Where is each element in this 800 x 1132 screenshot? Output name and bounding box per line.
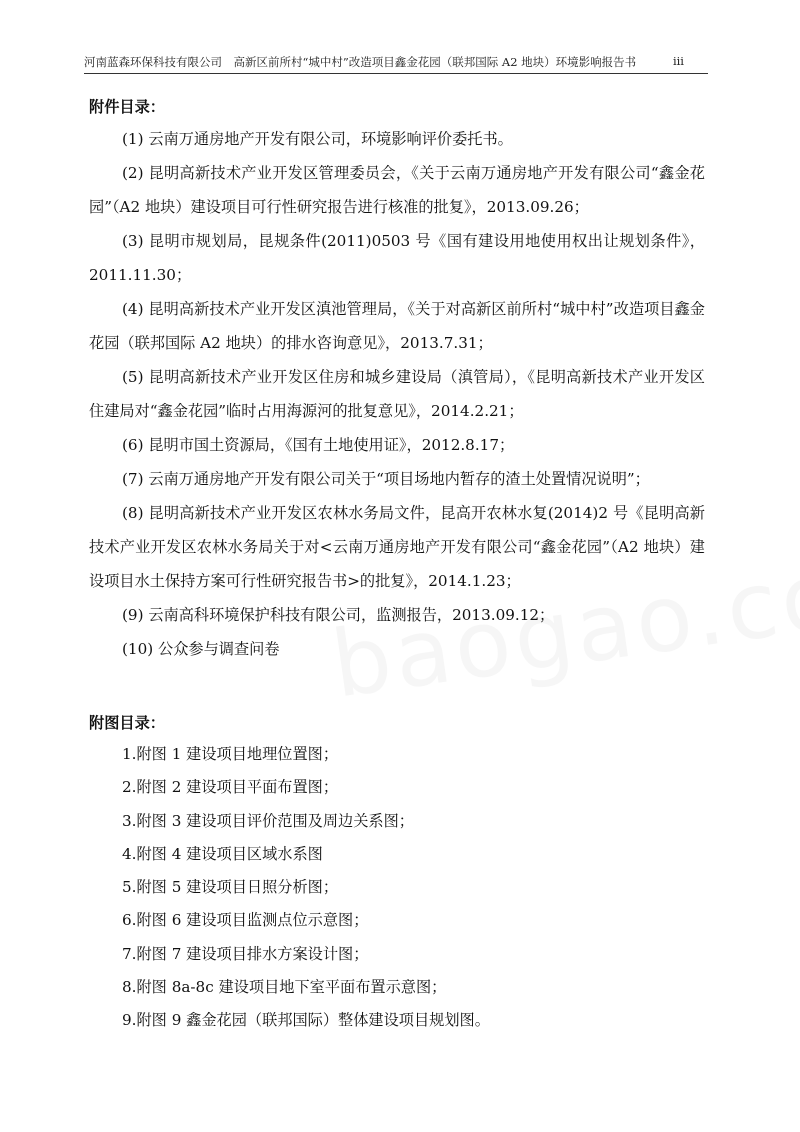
attachment-item: (10) 公众参与调查问卷: [122, 640, 280, 658]
figure-item: 1.附图 1 建设项目地理位置图；: [122, 745, 339, 763]
attachment-item: (4) 昆明高新技术产业开发区滇池管理局，《关于对高新区前所村“城中村”改造项目鑫金花园（联邦国际 A2 地块）的排水咨询意见》，2013.7.31；: [89, 300, 705, 352]
attachment-item: (9) 云南高科环境保护科技有限公司，监测报告，2013.09.12；: [122, 606, 555, 624]
attachments-list: [89, 122, 705, 666]
figure-item: 2.附图 2 建设项目平面布置图；: [122, 778, 339, 797]
figure-item: 3.附图 3 建设项目评价范围及周边关系图；: [122, 811, 414, 830]
attachment-item: (1) 云南万通房地产开发有限公司，环境影响评价委托书。: [122, 130, 513, 148]
figure-item: 6.附图 6 建设项目监测点位示意图；: [122, 911, 369, 930]
figure-item: 7.附图 7 建设项目排水方案设计图；: [122, 944, 369, 963]
figures-list: [89, 738, 705, 1038]
attachments-title: 附件目录：: [89, 98, 165, 116]
header-divider: [84, 73, 708, 74]
attachment-item: (6) 昆明市国土资源局，《国有土地使用证》，2012.8.17；: [122, 436, 515, 454]
figure-item: 8.附图 8a-8c 建设项目地下室平面布置示意图；: [122, 978, 447, 997]
figure-item: 4.附图 4 建设项目区域水系图: [122, 844, 323, 863]
page-header: [84, 54, 708, 74]
figure-item: 9.附图 9 鑫金花园（联邦国际）整体建设项目规划图。: [122, 1011, 490, 1030]
attachment-item: (8) 昆明高新技术产业开发区农林水务局文件，昆高开农林水复(2014)2 号《昆明高新技术产业开发区农林水务局关于对<云南万通房地产开发有限公司“鑫金花园”（A2 地块）建设项目水土保持方案可行性研究报告书>的批复》，2014.1.23；: [89, 504, 705, 590]
attachment-item: (7) 云南万通房地产开发有限公司关于“项目场地内暂存的渣土处置情况说明”；: [122, 470, 650, 488]
header-title: 河南蓝森环保科技有限公司 高新区前所村“城中村”改造项目鑫金花园（联邦国际 A2 地块）环境影响报告书: [84, 55, 637, 69]
document-body: [89, 92, 705, 1038]
figures-title: 附图目录：: [89, 714, 165, 732]
attachment-item: (3) 昆明市规划局，昆规条件(2011)0503 号《国有建设用地使用权出让规划条件》，2011.11.30；: [89, 232, 705, 284]
page-number: iii: [672, 54, 684, 68]
figure-item: 5.附图 5 建设项目日照分析图；: [122, 878, 339, 897]
attachment-item: (2) 昆明高新技术产业开发区管理委员会，《关于云南万通房地产开发有限公司“鑫金花园”（A2 地块）建设项目可行性研究报告进行核准的批复》，2013.09.26；: [89, 164, 705, 216]
attachment-item: (5) 昆明高新技术产业开发区住房和城乡建设局（滇管局），《昆明高新技术产业开发区住建局对“鑫金花园”临时占用海源河的批复意见》，2014.2.21；: [89, 368, 705, 420]
